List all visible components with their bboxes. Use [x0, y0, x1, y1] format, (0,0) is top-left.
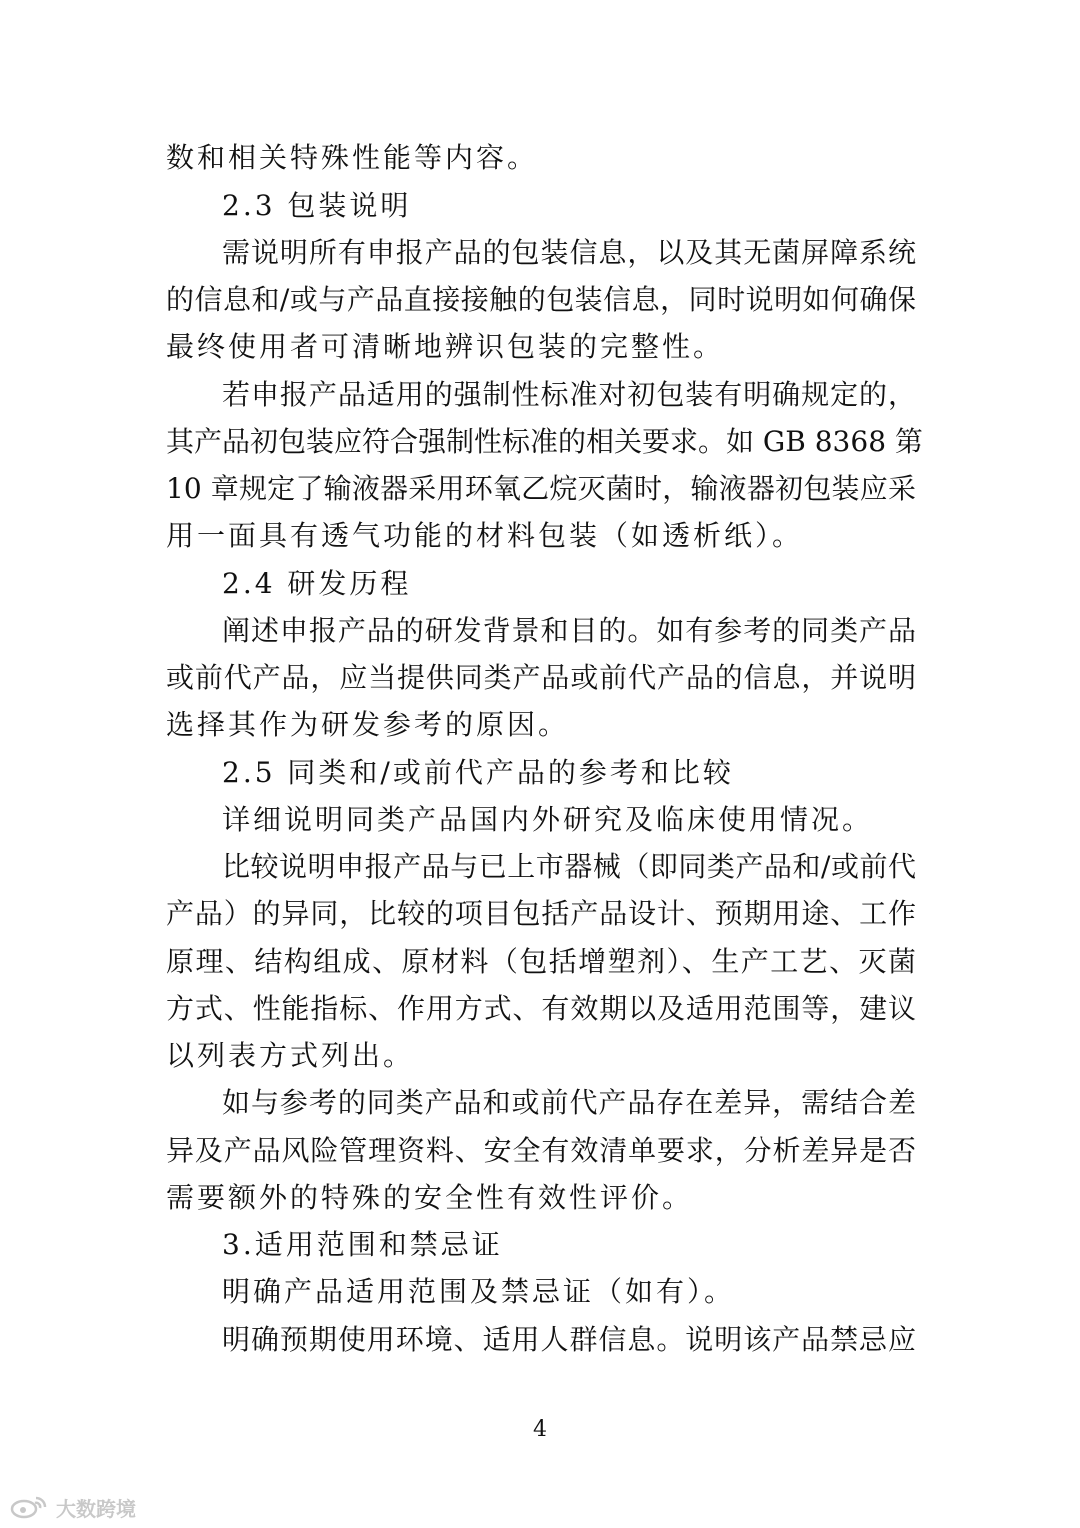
text-line: 明确产品适用范围及禁忌证（如有）。: [222, 1275, 736, 1308]
section-heading: 2.3 包装说明: [222, 189, 412, 222]
text-line: 其产品初包装应符合强制性标准的相关要求。如 GB 8368 第: [166, 425, 923, 458]
text-line: 或前代产品，应当提供同类产品或前代产品的信息，并说明: [166, 661, 916, 694]
page-number: 4: [533, 1417, 547, 1442]
text-line: 阐述申报产品的研发背景和目的。如有参考的同类产品: [222, 614, 916, 647]
text-line: 10 章规定了输液器采用环氧乙烷灭菌时，输液器初包装应采: [166, 472, 916, 505]
text-line: 详细说明同类产品国内外研究及临床使用情况。: [222, 803, 874, 836]
watermark-text: 大数跨境: [56, 1496, 136, 1521]
section-heading: 2.4 研发历程: [222, 567, 412, 600]
text-line: 若申报产品适用的强制性标准对初包装有明确规定的，: [222, 378, 916, 411]
watermark: [10, 1492, 136, 1522]
section-heading: 2.5 同类和/或前代产品的参考和比较: [222, 756, 734, 789]
text-line: 如与参考的同类产品和或前代产品存在差异，需结合差: [222, 1086, 916, 1119]
text-line: 选择其作为研发参考的原因。: [166, 708, 570, 741]
text-line: 异及产品风险管理资料、安全有效清单要求，分析差异是否: [166, 1134, 916, 1167]
weibo-logo-icon: [10, 1494, 50, 1520]
text-line: 最终使用者可清晰地辨识包装的完整性。: [166, 330, 725, 363]
text-line: 用一面具有透气功能的材料包装（如透析纸）。: [166, 519, 804, 552]
text-line: 方式、性能指标、作用方式、有效期以及适用范围等，建议: [166, 992, 916, 1025]
section-heading: 3.适用范围和禁忌证: [222, 1228, 503, 1261]
text-line: 明确预期使用环境、适用人群信息。说明该产品禁忌应: [222, 1323, 916, 1356]
text-line: 数和相关特殊性能等内容。: [166, 141, 539, 174]
text-line: 需要额外的特殊的安全性有效性评价。: [166, 1181, 694, 1214]
text-line: 产品）的异同，比较的项目包括产品设计、预期用途、工作: [166, 897, 916, 930]
text-line: 需说明所有申报产品的包装信息，以及其无菌屏障系统: [222, 236, 916, 269]
text-line: 的信息和/或与产品直接接触的包装信息，同时说明如何确保: [166, 283, 916, 316]
text-line: 以列表方式列出。: [166, 1039, 415, 1072]
text-line: 比较说明申报产品与已上市器械（即同类产品和/或前代: [222, 850, 916, 883]
text-line: 原理、结构组成、原材料（包括增塑剂）、生产工艺、灭菌: [166, 945, 916, 978]
